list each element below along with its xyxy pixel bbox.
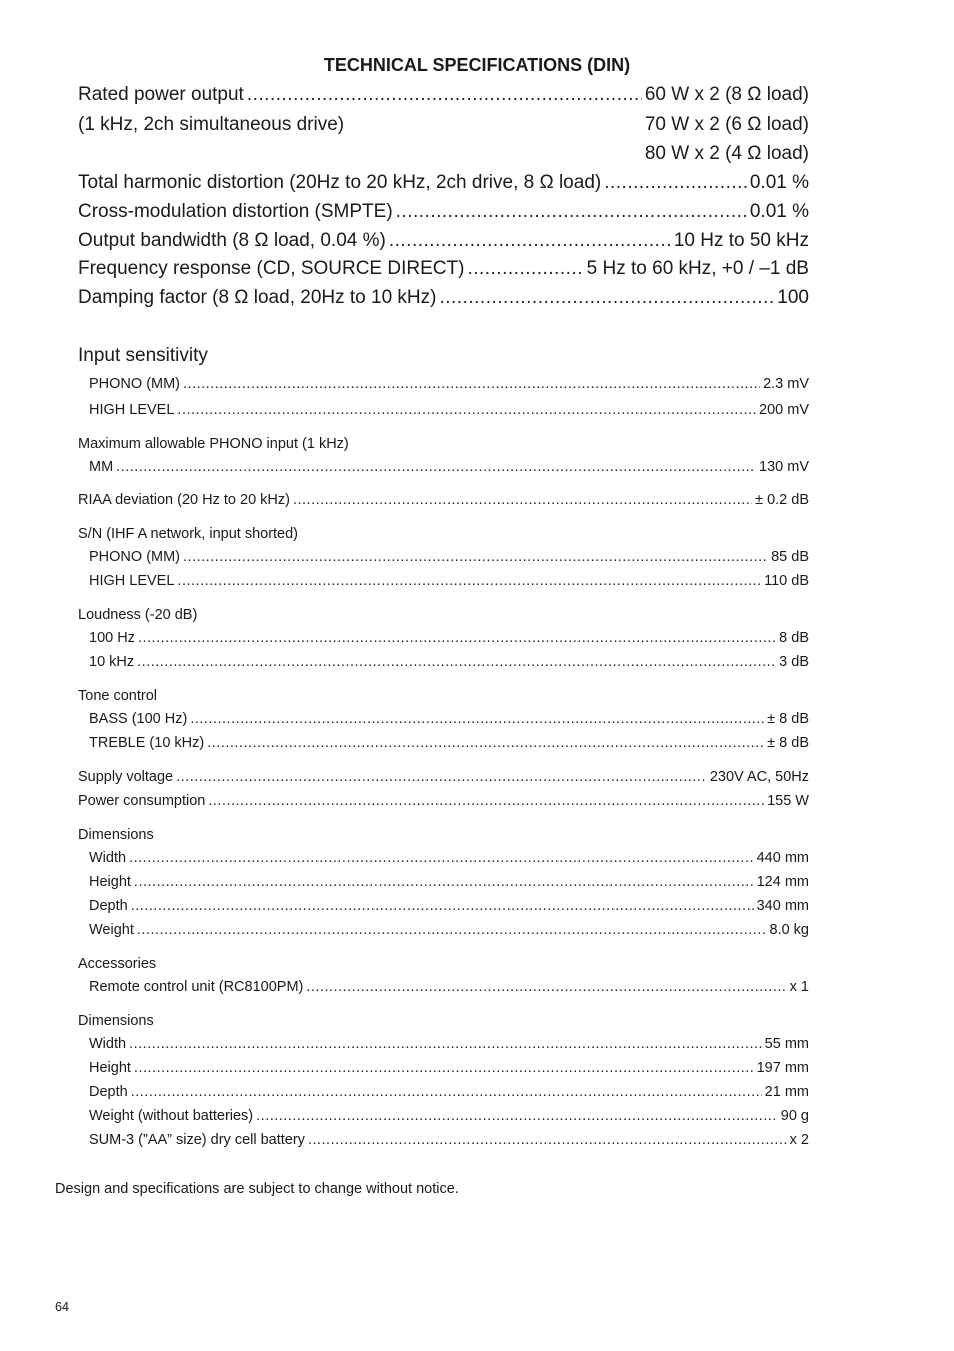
spec-label: Depth (89, 898, 128, 914)
spec-label: Frequency response (CD, SOURCE DIRECT) (78, 258, 465, 279)
spec-label: PHONO (MM) (89, 549, 181, 565)
spec-label: Width (89, 850, 127, 866)
spec-row-loudness-10khz (89, 654, 809, 674)
dot-leader (208, 793, 764, 809)
spec-row-power-consumption (78, 793, 809, 813)
section-heading-max-phono: Maximum allowable PHONO input (1 kHz) (78, 436, 349, 452)
dot-leader (389, 230, 671, 252)
dot-leader (396, 201, 747, 223)
spec-label: Width (89, 1036, 127, 1052)
dot-leader (116, 459, 756, 475)
dot-leader (207, 735, 764, 751)
section-heading-accessories: Accessories (78, 956, 157, 972)
spec-value: 3 dB (779, 654, 809, 670)
spec-label: Height (89, 874, 131, 890)
spec-label: 100 Hz (89, 630, 135, 646)
spec-value: x 2 (789, 1132, 809, 1148)
spec-label: Weight (without batteries) (89, 1108, 254, 1124)
dot-leader (131, 898, 754, 914)
spec-note-rated-power: (1 kHz, 2ch simultaneous drive) (78, 114, 345, 135)
spec-value-rated-power-4ohm: 80 W x 2 (4 Ω load) (644, 143, 809, 164)
dot-leader (177, 573, 761, 589)
dot-leader (129, 1036, 762, 1052)
section-heading-sn: S/N (IHF A network, input shorted) (78, 526, 299, 542)
spec-value: 230V AC, 50Hz (709, 769, 809, 785)
dot-leader (134, 1060, 754, 1076)
spec-value: 8 dB (779, 630, 809, 646)
dot-leader (306, 979, 786, 995)
dot-leader (190, 711, 764, 727)
spec-value: 21 mm (764, 1084, 809, 1100)
dot-leader (308, 1132, 787, 1148)
dot-leader (138, 630, 776, 646)
spec-value: 0.01 % (749, 172, 809, 193)
spec-label: SUM-3 (”AA” size) dry cell battery (89, 1132, 305, 1148)
spec-value: 110 dB (764, 573, 809, 589)
spec-value: 5 Hz to 60 kHz, +0 / –1 dB (586, 258, 809, 279)
spec-row-dim-width (89, 850, 809, 870)
spec-label: HIGH LEVEL (89, 573, 175, 589)
spec-row-remote-height (89, 1060, 809, 1080)
spec-label: TREBLE (10 kHz) (89, 735, 205, 751)
spec-row-remote-width (89, 1036, 809, 1056)
section-heading-tone: Tone control (78, 688, 157, 704)
spec-value: 124 mm (756, 874, 809, 890)
spec-label: BASS (100 Hz) (89, 711, 188, 727)
spec-row-dim-weight (89, 922, 809, 942)
spec-label: HIGH LEVEL (89, 402, 175, 418)
spec-value: 85 dB (771, 549, 809, 565)
spec-row-thd (78, 172, 809, 198)
section-heading-loudness: Loudness (-20 dB) (78, 607, 198, 623)
spec-label: Height (89, 1060, 131, 1076)
spec-row-cross-mod (78, 201, 809, 227)
spec-label: Weight (89, 922, 134, 938)
spec-label: PHONO (MM) (89, 376, 181, 392)
spec-value: 55 mm (764, 1036, 809, 1052)
spec-row-sn-phono (89, 549, 809, 569)
spec-row-riaa (78, 492, 809, 512)
spec-value: 90 g (780, 1108, 809, 1124)
dot-leader (439, 287, 774, 309)
spec-label: Rated power output (78, 84, 244, 105)
dot-leader (604, 172, 747, 194)
spec-row-remote-weight (89, 1108, 809, 1128)
dot-leader (129, 850, 754, 866)
spec-row-supply-voltage (78, 769, 809, 789)
dot-leader (293, 492, 752, 508)
dot-leader (256, 1108, 778, 1124)
dot-leader (131, 1084, 762, 1100)
dot-leader (183, 376, 760, 392)
spec-value: 0.01 % (749, 201, 809, 222)
spec-label: Total harmonic distortion (20Hz to 20 kHz, 2ch drive, 8 Ω load) (78, 172, 602, 193)
spec-value: 200 mV (759, 402, 809, 418)
spec-label: Supply voltage (78, 769, 174, 785)
spec-label: Power consumption (78, 793, 206, 809)
spec-value: ± 8 dB (767, 711, 809, 727)
spec-row-rated-power (78, 84, 809, 110)
spec-value: 2.3 mV (763, 376, 809, 392)
spec-label: Remote control unit (RC8100PM) (89, 979, 304, 995)
dot-leader (467, 258, 583, 280)
spec-row-dim-height (89, 874, 809, 894)
spec-label: RIAA deviation (20 Hz to 20 kHz) (78, 492, 290, 508)
dot-leader (247, 84, 642, 106)
spec-label: Cross-modulation distortion (SMPTE) (78, 201, 393, 222)
spec-value: 155 W (767, 793, 809, 809)
spec-label: Output bandwidth (8 Ω load, 0.04 %) (78, 230, 386, 251)
spec-value: 100 (777, 287, 809, 308)
spec-value: 130 mV (759, 459, 809, 475)
spec-row-dim-depth (89, 898, 809, 918)
disclaimer-note: Design and specifications are subject to change without notice. (55, 1181, 459, 1197)
spec-row-input-phono (89, 376, 809, 396)
spec-row-input-high (89, 402, 809, 422)
spec-label: 10 kHz (89, 654, 135, 670)
spec-value: ± 0.2 dB (755, 492, 809, 508)
spec-label: Depth (89, 1084, 128, 1100)
spec-value-rated-power-6ohm: 70 W x 2 (6 Ω load) (644, 114, 809, 135)
spec-row-remote-control (89, 979, 809, 999)
spec-label: Damping factor (8 Ω load, 20Hz to 10 kHz) (78, 287, 437, 308)
spec-value: x 1 (789, 979, 809, 995)
spec-row-tone-bass (89, 711, 809, 731)
section-heading-dimensions: Dimensions (78, 827, 154, 843)
spec-row-loudness-100hz (89, 630, 809, 650)
spec-value: 60 W x 2 (8 Ω load) (644, 84, 809, 105)
spec-row-bandwidth (78, 230, 809, 256)
dot-leader (177, 402, 756, 418)
dot-leader (134, 874, 754, 890)
dot-leader (183, 549, 768, 565)
spec-value: 8.0 kg (769, 922, 809, 938)
section-heading-input-sensitivity: Input sensitivity (78, 345, 208, 366)
spec-value: ± 8 dB (767, 735, 809, 751)
spec-row-battery (89, 1132, 809, 1152)
page-number: 64 (55, 1300, 69, 1314)
spec-value: 10 Hz to 50 kHz (673, 230, 809, 251)
dot-leader (137, 654, 776, 670)
spec-row-remote-depth (89, 1084, 809, 1104)
spec-row-max-phono-mm (89, 459, 809, 479)
spec-value: 340 mm (756, 898, 809, 914)
spec-value: 440 mm (756, 850, 809, 866)
spec-row-tone-treble (89, 735, 809, 755)
section-heading-remote-dimensions: Dimensions (78, 1013, 154, 1029)
dot-leader (176, 769, 707, 785)
spec-row-frequency (78, 258, 809, 284)
spec-value: 197 mm (756, 1060, 809, 1076)
spec-row-damping (78, 287, 809, 313)
page-title: TECHNICAL SPECIFICATIONS (DIN) (323, 55, 631, 75)
dot-leader (137, 922, 767, 938)
spec-label: MM (89, 459, 114, 475)
spec-row-sn-high (89, 573, 809, 593)
